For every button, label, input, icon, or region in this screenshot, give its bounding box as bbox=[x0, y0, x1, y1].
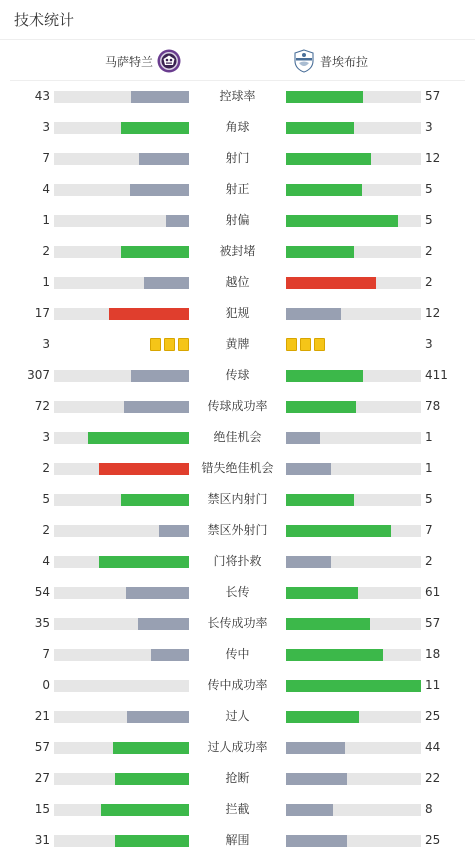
home-stat-value: 1 bbox=[42, 213, 50, 227]
away-stat-bar-fill bbox=[286, 246, 354, 258]
home-stat-bar-fill bbox=[88, 432, 189, 444]
away-stat-bar bbox=[286, 556, 421, 568]
away-stat-bar bbox=[286, 835, 421, 847]
away-stat-value: 1 bbox=[425, 461, 433, 475]
stat-label: 过人成功率 bbox=[207, 740, 268, 754]
away-stat-bar-fill bbox=[286, 804, 333, 816]
stat-row bbox=[0, 205, 475, 236]
away-stat-value: 78 bbox=[425, 399, 441, 413]
away-stat-bar bbox=[286, 618, 421, 630]
stat-label: 传中成功率 bbox=[207, 678, 268, 692]
away-stat-bar bbox=[286, 711, 421, 723]
stat-label: 长传成功率 bbox=[207, 616, 268, 630]
stat-label: 射正 bbox=[225, 182, 250, 196]
home-stat-value: 2 bbox=[42, 461, 50, 475]
stat-label: 绝佳机会 bbox=[213, 430, 262, 444]
home-team[interactable] bbox=[105, 48, 181, 74]
home-stat-bar-fill bbox=[138, 618, 189, 630]
stat-row bbox=[0, 608, 475, 639]
home-stat-bar bbox=[54, 587, 189, 599]
stat-row bbox=[0, 112, 475, 143]
home-stat-bar bbox=[54, 401, 189, 413]
home-stat-value: 3 bbox=[42, 337, 50, 351]
away-stat-bar-fill bbox=[286, 711, 359, 723]
home-stat-bar-fill bbox=[144, 277, 189, 289]
home-stat-bar-fill bbox=[113, 742, 189, 754]
stat-row bbox=[0, 143, 475, 174]
home-stat-bar-fill bbox=[109, 308, 189, 320]
stats-list bbox=[0, 81, 475, 856]
away-stat-bar bbox=[286, 773, 421, 785]
home-stat-value: 43 bbox=[34, 89, 50, 103]
away-yellow-cards bbox=[286, 338, 325, 351]
home-team-logo-icon bbox=[157, 49, 181, 73]
home-team-name: 马萨特兰 bbox=[104, 54, 153, 69]
home-stat-bar bbox=[54, 835, 189, 847]
home-stat-bar-fill bbox=[159, 525, 189, 537]
away-stat-value: 2 bbox=[425, 275, 433, 289]
home-stat-bar bbox=[54, 804, 189, 816]
home-stat-bar bbox=[54, 91, 189, 103]
home-stat-bar-fill bbox=[99, 463, 189, 475]
stat-label: 被封堵 bbox=[219, 244, 256, 258]
stat-label: 犯规 bbox=[225, 306, 250, 320]
stat-row bbox=[0, 825, 475, 856]
away-stat-bar-fill bbox=[286, 463, 331, 475]
away-stat-bar bbox=[286, 494, 421, 506]
stat-row bbox=[0, 484, 475, 515]
away-stat-bar bbox=[286, 122, 421, 134]
home-stat-bar-fill bbox=[115, 773, 189, 785]
stat-label: 禁区内射门 bbox=[207, 492, 268, 506]
home-stat-bar bbox=[54, 215, 189, 227]
away-stat-bar bbox=[286, 308, 421, 320]
home-stat-bar bbox=[54, 432, 189, 444]
home-stat-value: 57 bbox=[34, 740, 50, 754]
stat-label: 黄牌 bbox=[225, 337, 250, 351]
away-stat-value: 25 bbox=[425, 833, 441, 847]
away-stat-value: 5 bbox=[425, 182, 433, 196]
home-stat-bar bbox=[54, 246, 189, 258]
away-stat-bar bbox=[286, 804, 421, 816]
yellow-card-icon bbox=[300, 338, 311, 351]
home-stat-value: 4 bbox=[42, 554, 50, 568]
stat-row bbox=[0, 515, 475, 546]
stat-label: 控球率 bbox=[219, 89, 256, 103]
yellow-card-icon bbox=[314, 338, 325, 351]
away-stat-bar-fill bbox=[286, 587, 358, 599]
home-stat-bar bbox=[54, 680, 189, 692]
stat-row bbox=[0, 639, 475, 670]
away-stat-value: 61 bbox=[425, 585, 441, 599]
away-stat-value: 7 bbox=[425, 523, 433, 537]
home-stat-bar bbox=[54, 525, 189, 537]
away-stat-bar bbox=[286, 432, 421, 444]
home-stat-bar-fill bbox=[99, 556, 189, 568]
away-stat-value: 411 bbox=[425, 368, 448, 382]
section-header bbox=[0, 0, 475, 40]
away-stat-bar bbox=[286, 246, 421, 258]
away-stat-bar bbox=[286, 525, 421, 537]
away-stat-bar-fill bbox=[286, 556, 331, 568]
stat-row bbox=[0, 174, 475, 205]
away-stat-bar bbox=[286, 91, 421, 103]
home-stat-bar-fill bbox=[121, 246, 189, 258]
away-stat-bar bbox=[286, 184, 421, 196]
away-stat-bar bbox=[286, 587, 421, 599]
stat-label: 传中 bbox=[225, 647, 250, 661]
home-stat-bar bbox=[54, 742, 189, 754]
home-stat-bar bbox=[54, 308, 189, 320]
home-stat-value: 7 bbox=[42, 647, 50, 661]
away-stat-bar bbox=[286, 463, 421, 475]
home-stat-bar-fill bbox=[101, 804, 189, 816]
away-stat-bar-fill bbox=[286, 122, 354, 134]
away-stat-bar bbox=[286, 153, 421, 165]
stat-label: 过人 bbox=[225, 709, 250, 723]
stat-label: 传球成功率 bbox=[207, 399, 268, 413]
stat-label: 禁区外射门 bbox=[207, 523, 268, 537]
home-stat-bar bbox=[54, 122, 189, 134]
away-stat-bar bbox=[286, 370, 421, 382]
stat-label: 抢断 bbox=[225, 771, 250, 785]
stat-row bbox=[0, 329, 475, 360]
home-stat-bar-fill bbox=[139, 153, 189, 165]
stat-row bbox=[0, 701, 475, 732]
home-yellow-cards bbox=[150, 338, 189, 351]
stat-label: 射门 bbox=[225, 151, 250, 165]
away-stat-bar bbox=[286, 277, 421, 289]
away-stat-bar-fill bbox=[286, 91, 363, 103]
stat-row bbox=[0, 732, 475, 763]
home-stat-bar bbox=[54, 711, 189, 723]
home-stat-bar-fill bbox=[131, 91, 189, 103]
away-stat-bar bbox=[286, 401, 421, 413]
away-stat-value: 18 bbox=[425, 647, 441, 661]
yellow-card-icon bbox=[150, 338, 161, 351]
yellow-card-icon bbox=[286, 338, 297, 351]
away-stat-value: 3 bbox=[425, 120, 433, 134]
away-stat-value: 8 bbox=[425, 802, 433, 816]
away-stat-bar-fill bbox=[286, 308, 341, 320]
stat-row bbox=[0, 267, 475, 298]
stat-label: 长传 bbox=[225, 585, 250, 599]
home-stat-bar-fill bbox=[131, 370, 189, 382]
away-stat-value: 3 bbox=[425, 337, 433, 351]
stat-row bbox=[0, 236, 475, 267]
home-stat-value: 27 bbox=[34, 771, 50, 785]
away-stat-value: 12 bbox=[425, 306, 441, 320]
home-stat-value: 35 bbox=[34, 616, 50, 630]
stat-row bbox=[0, 422, 475, 453]
stat-label: 角球 bbox=[225, 120, 250, 134]
stat-label: 门将扑救 bbox=[213, 554, 262, 568]
home-stat-value: 4 bbox=[42, 182, 50, 196]
stat-row bbox=[0, 794, 475, 825]
home-stat-bar-fill bbox=[121, 494, 189, 506]
yellow-card-icon bbox=[178, 338, 189, 351]
away-stat-value: 2 bbox=[425, 244, 433, 258]
home-stat-bar-fill bbox=[121, 122, 189, 134]
away-stat-bar-fill bbox=[286, 432, 320, 444]
stat-label: 拦截 bbox=[225, 802, 250, 816]
stat-row bbox=[0, 453, 475, 484]
stat-row bbox=[0, 391, 475, 422]
home-stat-value: 2 bbox=[42, 244, 50, 258]
teams-row bbox=[10, 40, 465, 81]
away-stat-bar bbox=[286, 680, 421, 692]
home-stat-bar-fill bbox=[151, 649, 189, 661]
stat-row bbox=[0, 763, 475, 794]
home-stat-bar bbox=[54, 277, 189, 289]
away-stat-bar-fill bbox=[286, 401, 356, 413]
away-stat-value: 22 bbox=[425, 771, 441, 785]
away-stat-bar-fill bbox=[286, 618, 370, 630]
home-stat-value: 15 bbox=[34, 802, 50, 816]
home-stat-bar bbox=[54, 618, 189, 630]
away-stat-bar-fill bbox=[286, 215, 398, 227]
away-stat-value: 57 bbox=[425, 616, 441, 630]
away-team-name: 普埃布拉 bbox=[320, 54, 369, 69]
stat-row bbox=[0, 546, 475, 577]
away-stat-bar-fill bbox=[286, 277, 376, 289]
stat-label: 错失绝佳机会 bbox=[201, 461, 274, 475]
home-stat-bar-fill bbox=[130, 184, 189, 196]
stat-row bbox=[0, 577, 475, 608]
away-stat-bar-fill bbox=[286, 649, 383, 661]
stat-row bbox=[0, 81, 475, 112]
away-stat-value: 5 bbox=[425, 213, 433, 227]
home-stat-value: 17 bbox=[34, 306, 50, 320]
stat-label: 射偏 bbox=[225, 213, 250, 227]
away-stat-value: 25 bbox=[425, 709, 441, 723]
home-stat-bar-fill bbox=[166, 215, 189, 227]
away-stat-value: 5 bbox=[425, 492, 433, 506]
stat-row bbox=[0, 670, 475, 701]
home-stat-value: 1 bbox=[42, 275, 50, 289]
stat-label: 解围 bbox=[225, 833, 250, 847]
away-stat-bar-fill bbox=[286, 773, 347, 785]
away-stat-bar-fill bbox=[286, 742, 345, 754]
home-stat-bar bbox=[54, 370, 189, 382]
home-stat-value: 31 bbox=[34, 833, 50, 847]
home-stat-value: 3 bbox=[42, 430, 50, 444]
away-stat-bar-fill bbox=[286, 680, 421, 692]
away-team-logo-icon bbox=[292, 49, 316, 73]
away-stat-bar-fill bbox=[286, 370, 363, 382]
away-stat-bar-fill bbox=[286, 184, 362, 196]
home-stat-bar bbox=[54, 463, 189, 475]
away-stat-value: 57 bbox=[425, 89, 441, 103]
stat-label: 越位 bbox=[225, 275, 250, 289]
home-stat-value: 0 bbox=[42, 678, 50, 692]
away-stat-value: 44 bbox=[425, 740, 441, 754]
home-stat-value: 2 bbox=[42, 523, 50, 537]
away-stat-bar-fill bbox=[286, 835, 347, 847]
away-stat-value: 1 bbox=[425, 430, 433, 444]
away-stat-value: 11 bbox=[425, 678, 441, 692]
away-team[interactable] bbox=[292, 48, 368, 74]
home-stat-value: 54 bbox=[34, 585, 50, 599]
away-stat-bar-fill bbox=[286, 525, 391, 537]
home-stat-bar-fill bbox=[127, 711, 189, 723]
home-stat-bar bbox=[54, 649, 189, 661]
stat-label: 传球 bbox=[225, 368, 250, 382]
home-stat-value: 3 bbox=[42, 120, 50, 134]
home-stat-bar bbox=[54, 153, 189, 165]
yellow-card-icon bbox=[164, 338, 175, 351]
home-stat-value: 5 bbox=[42, 492, 50, 506]
home-stat-bar bbox=[54, 184, 189, 196]
stat-row bbox=[0, 298, 475, 329]
away-stat-value: 12 bbox=[425, 151, 441, 165]
home-stat-value: 7 bbox=[42, 151, 50, 165]
home-stat-bar-fill bbox=[126, 587, 189, 599]
home-stat-bar bbox=[54, 773, 189, 785]
home-stat-value: 72 bbox=[34, 399, 50, 413]
away-stat-bar bbox=[286, 649, 421, 661]
away-stat-bar-fill bbox=[286, 153, 371, 165]
section-title: 技术统计 bbox=[14, 11, 75, 29]
home-stat-value: 21 bbox=[34, 709, 50, 723]
home-stat-value: 307 bbox=[27, 368, 50, 382]
home-stat-bar-fill bbox=[124, 401, 189, 413]
away-stat-value: 2 bbox=[425, 554, 433, 568]
home-stat-bar bbox=[54, 556, 189, 568]
stat-row bbox=[0, 360, 475, 391]
away-stat-bar-fill bbox=[286, 494, 354, 506]
home-stat-bar bbox=[54, 494, 189, 506]
away-stat-bar bbox=[286, 215, 421, 227]
away-stat-bar bbox=[286, 742, 421, 754]
home-stat-bar-fill bbox=[115, 835, 189, 847]
